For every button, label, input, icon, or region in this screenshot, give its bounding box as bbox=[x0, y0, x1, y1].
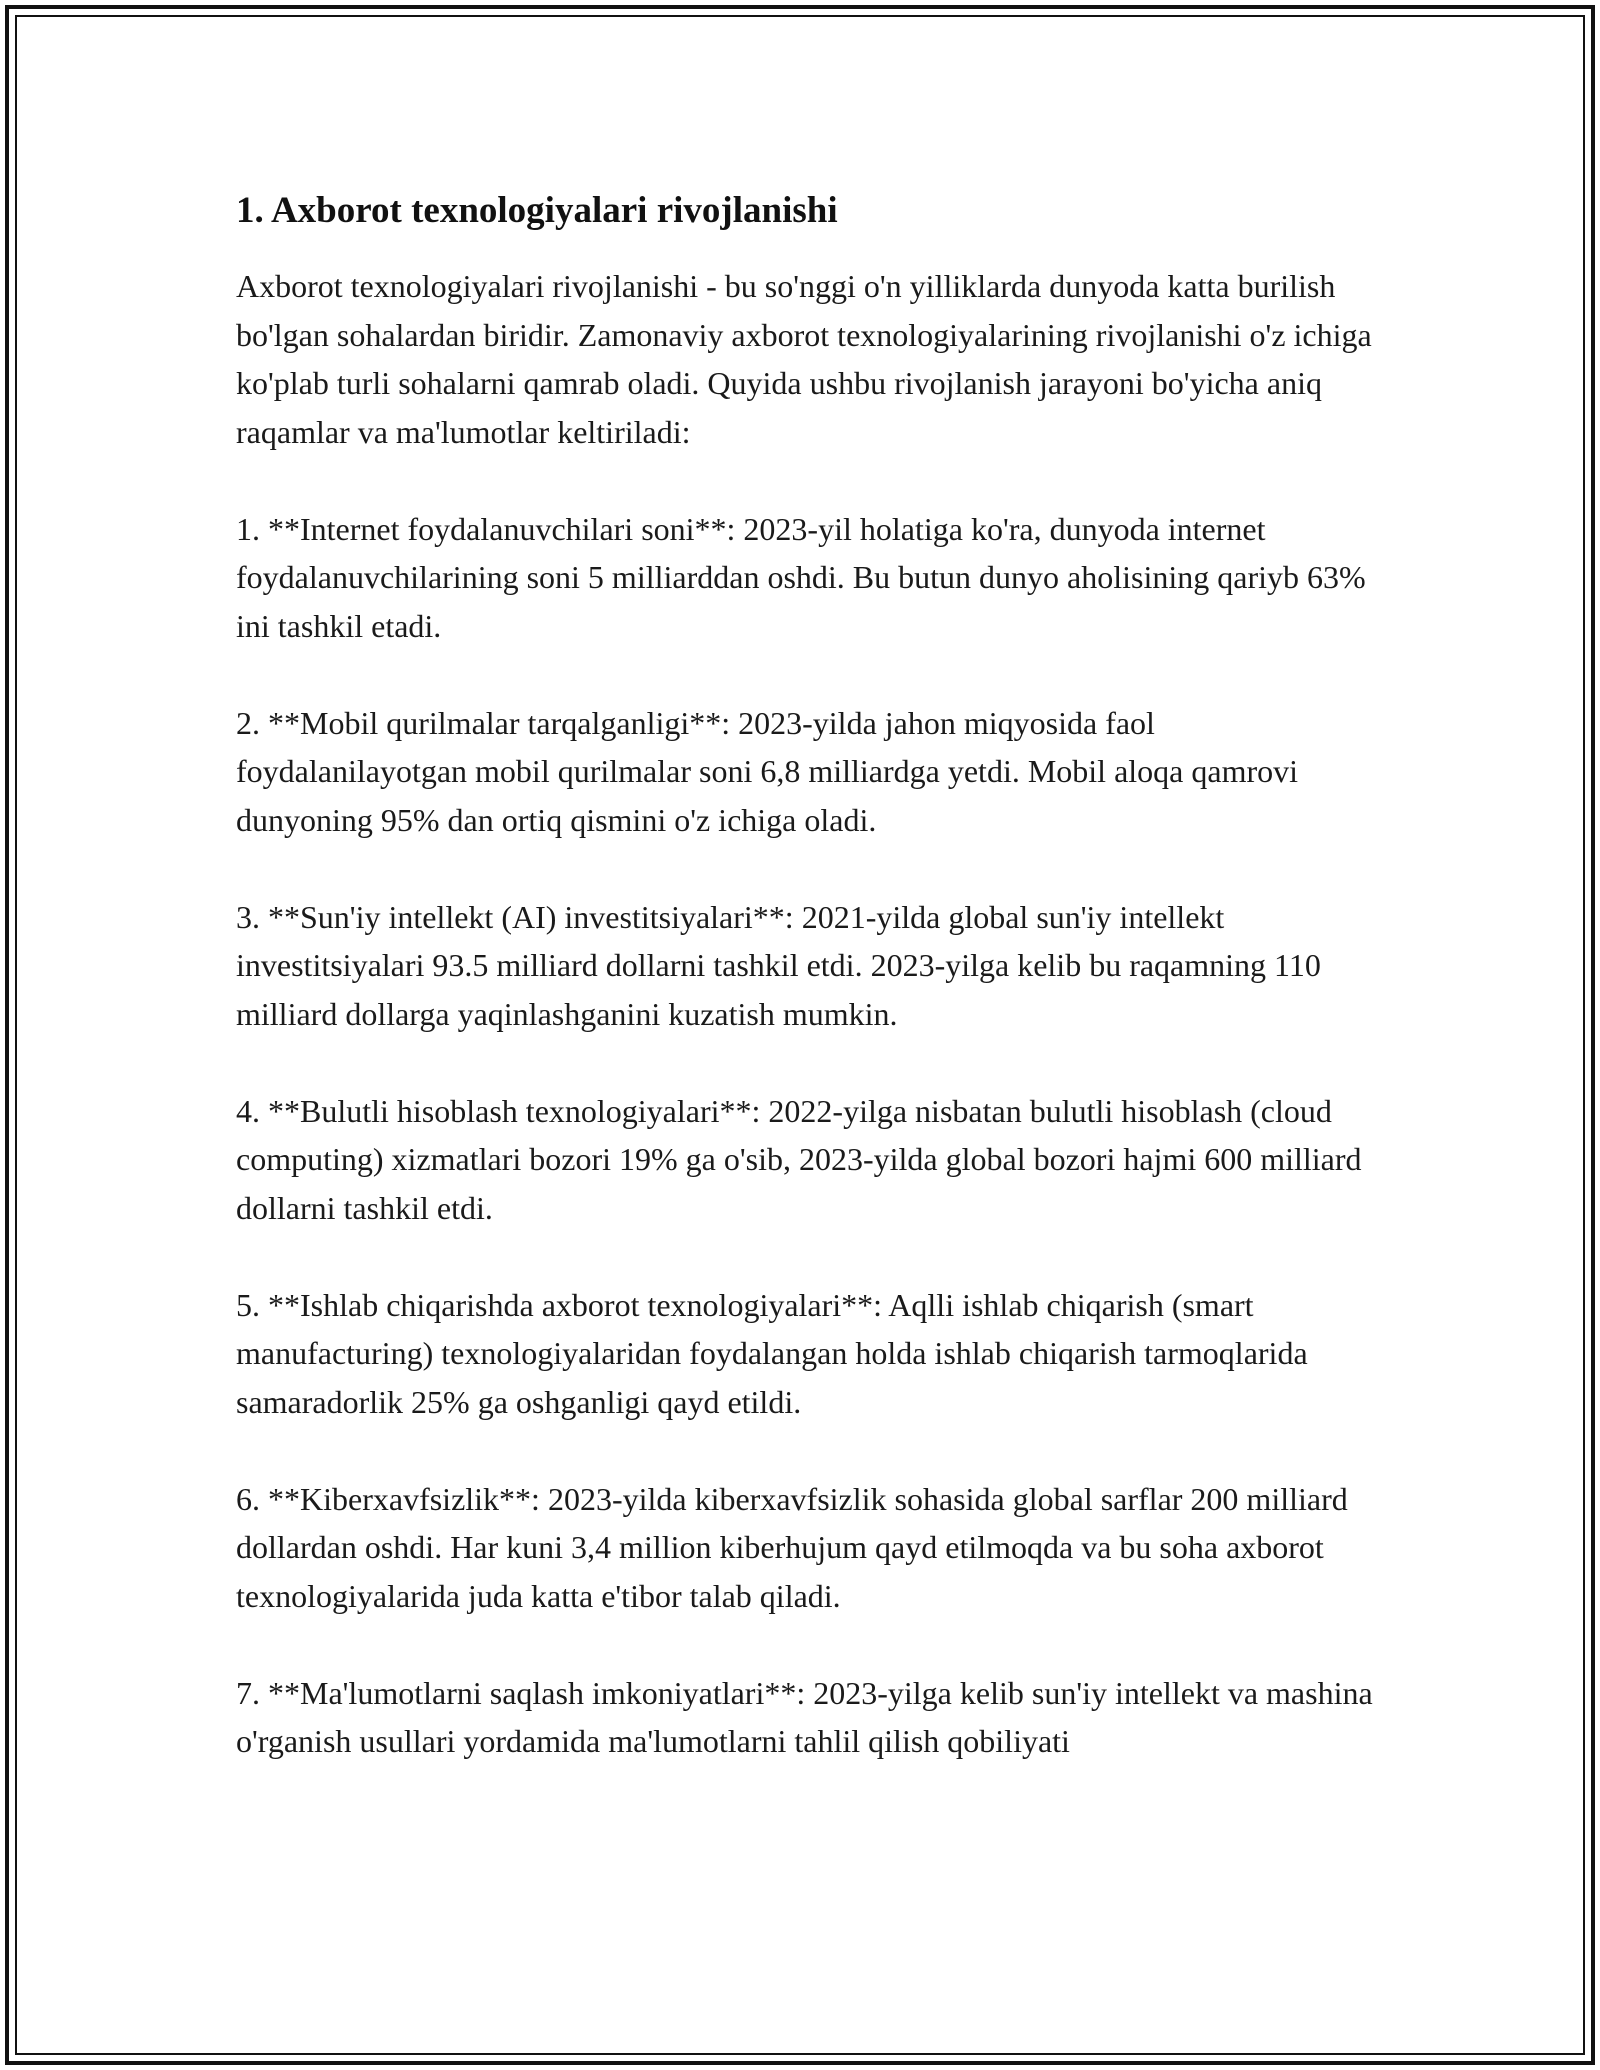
intro-paragraph: Axborot texnologiyalari rivojlanishi - bu so'nggi o'n yilliklarda dunyoda katta burilish bo'lgan sohalardan biridir. Zamonaviy axborot texnologiyalarining rivojlanishi o'z ichiga ko'plab turli sohalarni qamrab oladi. Quyida ushbu rivojlanish jarayoni bo'yicha aniq raqamlar va ma'lumotlar keltiriladi: bbox=[236, 268, 1372, 450]
section-heading: 1. Axborot texnologiyalari rivojlanishi bbox=[236, 190, 838, 231]
list-item-mobile-devices: 2. **Mobil qurilmalar tarqalganligi**: 2023-yilda jahon miqyosida faol foydalanilayotgan mobil qurilmalar soni 6,8 milliardga yetdi. Mobil aloqa qamrovi dunyoning 95% dan ortiq qismini o'z ichiga oladi. bbox=[236, 704, 1298, 838]
document-body bbox=[236, 188, 1386, 1766]
list-item-data-storage: 7. **Ma'lumotlarni saqlash imkoniyatlari**: 2023-yilga kelib sun'iy intellekt va mashina o'rganish usullari yordamida ma'lumotlarni tahlil qilish qobiliyati bbox=[236, 1674, 1373, 1759]
list-item-cloud-computing: 4. **Bulutli hisoblash texnologiyalari**: 2022-yilga nisbatan bulutli hisoblash (cloud computing) xizmatlari bozori 19% ga o'sib, 2023-yilda global bozori hajmi 600 milliard dollarni tashkil etdi. bbox=[236, 1092, 1362, 1226]
list-item-cybersecurity: 6. **Kiberxavfsizlik**: 2023-yilda kiberxavfsizlik sohasida global sarflar 200 milliard dollardan oshdi. Har kuni 3,4 million kiberhujum qayd etilmoqda va bu soha axborot texnologiyalarida juda katta e'tibor talab qiladi. bbox=[236, 1480, 1348, 1614]
list-item-internet-users: 1. **Internet foydalanuvchilari soni**: 2023-yil holatiga ko'ra, dunyoda internet foydalanuvchilarining soni 5 milliarddan oshdi. Bu butun dunyo aholisining qariyb 63% ini tashkil etadi. bbox=[236, 510, 1366, 644]
list-item-ai-investments: 3. **Sun'iy intellekt (AI) investitsiyalari**: 2021-yilda global sun'iy intellekt investitsiyalari 93.5 milliard dollarni tashkil etdi. 2023-yilga kelib bu raqamning 110 milliard dollarga yaqinlashganini kuzatish mumkin. bbox=[236, 898, 1321, 1032]
list-item-manufacturing-it: 5. **Ishlab chiqarishda axborot texnologiyalari**: Aqlli ishlab chiqarish (smart manufacturing) texnologiyalaridan foydalangan holda ishlab chiqarish tarmoqlarida samaradorlik 25% ga oshganligi qayd etildi. bbox=[236, 1286, 1308, 1420]
